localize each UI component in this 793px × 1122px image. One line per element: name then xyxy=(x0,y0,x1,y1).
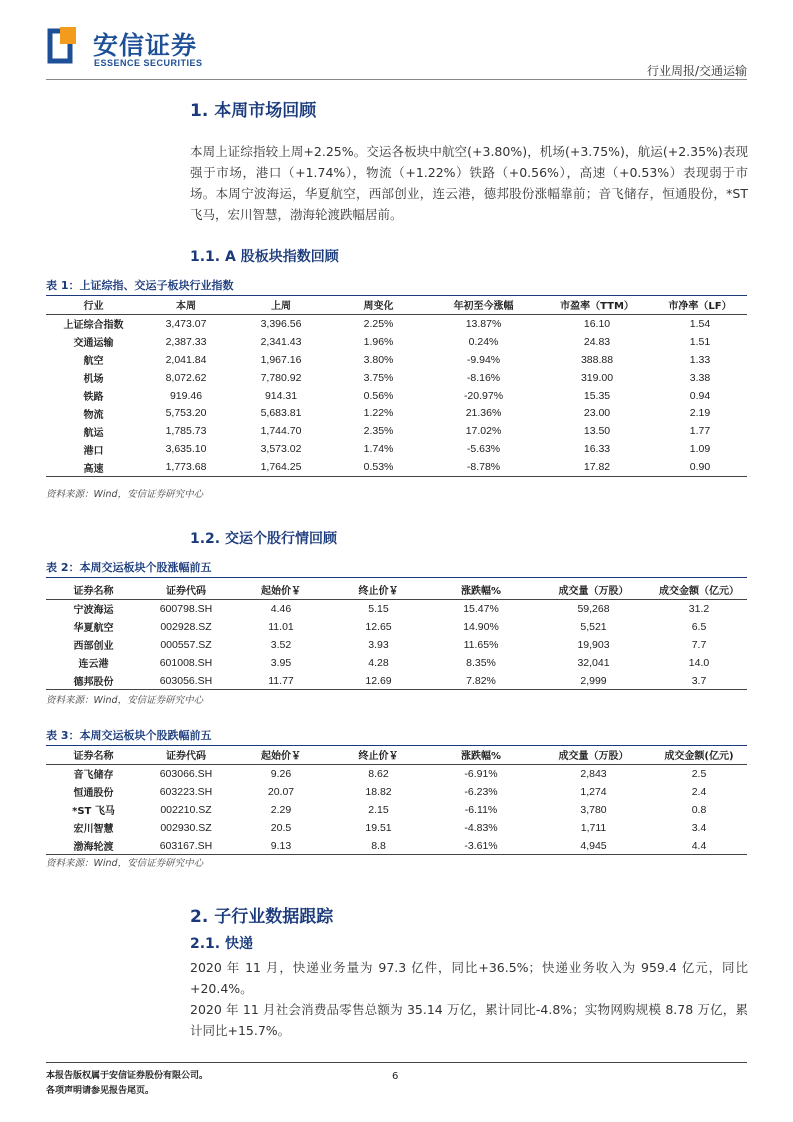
table-3-caption: 表 3：本周交运板块个股跌幅前五 xyxy=(46,727,747,746)
table-cell: 16.33 xyxy=(583,443,611,456)
table-cell: 23.00 xyxy=(583,407,611,420)
section-1-2-title: 1.2. 交运个股行情回顾 xyxy=(190,531,337,547)
row-label-cell: 航空 xyxy=(83,356,104,368)
row-label-cell: 恒通股份 xyxy=(73,788,114,800)
table-header-row xyxy=(46,580,747,600)
table-cell: 914.31 xyxy=(264,389,298,402)
column-header: 上周 xyxy=(231,295,331,315)
table-cell: 8.62 xyxy=(368,767,389,780)
row-label-cell: 华夏航空 xyxy=(73,623,114,635)
table-cell: 17.82 xyxy=(541,458,653,476)
table-cell: 3,635.10 xyxy=(165,443,207,456)
column-header: 起始价￥ xyxy=(231,745,331,765)
table-cell: 2,041.84 xyxy=(165,353,207,366)
row-label-cell: 渤海轮渡 xyxy=(46,837,141,855)
column-header: 成交量（万股） xyxy=(536,745,651,765)
table-cell: 0.90 xyxy=(653,458,747,476)
table-cell: 3.4 xyxy=(691,821,707,834)
table-cell: 1.51 xyxy=(689,335,711,348)
table-cell: 32,041 xyxy=(577,656,610,669)
table-cell: 4.28 xyxy=(368,656,389,669)
table-cell: 2.35% xyxy=(363,425,394,438)
table-cell: 000557.SZ xyxy=(160,638,212,651)
table-cell: 002928.SZ xyxy=(160,620,212,633)
brand-logo-icon xyxy=(46,25,78,67)
table-cell: -6.23% xyxy=(464,785,498,798)
table-3 xyxy=(46,745,747,855)
row-label-cell: 铁路 xyxy=(83,392,104,403)
row-label-cell: 航运 xyxy=(83,427,104,439)
table-cell: -9.94% xyxy=(466,353,501,366)
table-1-source: 资料来源：Wind，安信证券研究中心 xyxy=(46,489,204,500)
column-header: 涨跌幅% xyxy=(426,745,536,765)
brand-name-cn: 安信证券 xyxy=(93,31,198,60)
table-cell: 2.4 xyxy=(691,785,707,798)
table-cell: 11.65% xyxy=(463,638,499,651)
table-cell: 2.19 xyxy=(689,407,711,420)
table-cell: 1.22% xyxy=(363,407,394,420)
table-row xyxy=(46,458,747,476)
table-cell: 3.95 xyxy=(270,656,292,669)
table-cell: 3,473.07 xyxy=(165,317,207,330)
table-cell: 2.5 xyxy=(691,767,707,780)
table-cell: 3.93 xyxy=(368,638,389,651)
column-header: 年初至今涨幅 xyxy=(426,295,541,315)
section-2-1-paragraph-1: 2020 年 11 月，快递业务量为 97.3 亿件，同比+36.5%；快递业务收入为 959.4 亿元，同比+20.4%。 xyxy=(190,960,748,996)
column-header: 终止价￥ xyxy=(331,580,426,600)
table-row xyxy=(46,801,747,819)
table-cell: 2,999 xyxy=(536,672,651,690)
column-header: 市盈率（TTM） xyxy=(541,295,653,315)
row-label-cell: 宏川智慧 xyxy=(73,824,114,836)
table-cell: 11.01 xyxy=(268,620,294,633)
column-header: 证券代码 xyxy=(141,580,231,600)
table-row xyxy=(46,618,747,636)
table-cell: 1.33 xyxy=(689,353,711,366)
table-cell: 16.10 xyxy=(583,317,611,330)
table-row xyxy=(46,765,747,783)
table-cell: 601008.SH xyxy=(159,656,213,669)
table-cell: 19.51 xyxy=(365,821,392,834)
table-cell: 1,785.73 xyxy=(165,425,207,438)
table-row xyxy=(46,600,747,618)
table-cell: -6.11% xyxy=(464,803,498,816)
column-header: 本周 xyxy=(141,295,231,315)
table-header-row xyxy=(46,745,747,765)
table-row xyxy=(46,333,747,351)
table-cell: 7.82% xyxy=(426,672,536,690)
table-cell: 3.52 xyxy=(270,638,292,651)
footer-disclaimer: 各项声明请参见报告尾页。 xyxy=(46,1086,155,1096)
table-row xyxy=(46,440,747,458)
column-header: 市净率（LF） xyxy=(653,295,747,315)
table-cell: 2,843 xyxy=(580,767,607,780)
table-cell: 5.15 xyxy=(368,602,389,615)
section-1-1-title: 1.1. A 股板块指数回顾 xyxy=(190,249,339,265)
table-cell: 1,274 xyxy=(580,785,607,798)
table-cell: 002210.SZ xyxy=(160,803,212,816)
table-cell: 603167.SH xyxy=(141,837,231,855)
column-header: 证券名称 xyxy=(46,580,141,600)
table-cell: 3.7 xyxy=(651,672,747,690)
table-cell: 2.15 xyxy=(368,803,389,816)
row-label-cell: 交通运输 xyxy=(73,338,114,350)
table-row xyxy=(46,422,747,440)
table-cell: 0.56% xyxy=(363,389,394,402)
table-cell: 8,072.62 xyxy=(165,371,207,384)
page-header xyxy=(0,0,793,80)
row-label-cell: 德邦股份 xyxy=(46,672,141,690)
table-cell: 2.25% xyxy=(363,317,394,330)
column-header: 周变化 xyxy=(331,295,426,315)
table-cell: 603066.SH xyxy=(159,767,213,780)
row-label-cell: 高速 xyxy=(46,458,141,476)
table-cell: 31.2 xyxy=(688,602,710,615)
table-cell: 14.90% xyxy=(463,620,499,633)
table-1 xyxy=(46,295,747,477)
section-1-paragraph: 本周上证综指较上周+2.25%。交运各板块中航空(+3.80%)，机场(+3.75%)，航运(+2.35%)表现强于市场，港口（+1.74%），物流（+1.22%）铁路（+0.56%），高速（+0.53%）表现弱于市场。本周宁波海运，华夏航空，西部创业，连云港，德邦股份涨幅靠前；音飞储存，恒通股份，*ST 飞马，宏川智慧，渤海轮渡跌幅居前。 xyxy=(190,144,748,222)
table-cell: 1,711 xyxy=(580,821,607,834)
table-cell: 21.36% xyxy=(465,407,502,420)
column-header: 涨跌幅% xyxy=(426,580,536,600)
column-header: 成交金额（亿元） xyxy=(651,580,747,600)
table-row xyxy=(46,404,747,422)
row-label-cell: 港口 xyxy=(83,445,104,457)
table-cell: 13.87% xyxy=(465,317,502,330)
column-header: 终止价￥ xyxy=(331,745,426,765)
table-cell: 8.8 xyxy=(331,837,426,855)
table-2-caption: 表 2：本周交运板块个股涨幅前五 xyxy=(46,559,747,578)
table-cell: 603223.SH xyxy=(159,785,213,798)
brand-name-en: ESSENCE SECURITIES xyxy=(94,58,203,68)
section-2-1-paragraph-2: 2020 年 11 月社会消费品零售总额为 35.14 万亿，累计同比-4.8%；实物网购规模 8.78 万亿，累计同比+15.7%。 xyxy=(190,1002,748,1038)
column-header: 证券代码 xyxy=(141,745,231,765)
table-cell: 002930.SZ xyxy=(160,821,212,834)
table-cell: 1,764.25 xyxy=(231,458,331,476)
table-cell: 0.8 xyxy=(691,803,707,816)
table-cell: 14.0 xyxy=(688,656,710,669)
table-cell: 15.47% xyxy=(463,602,499,615)
table-3-source: 资料来源：Wind，安信证券研究中心 xyxy=(46,858,204,869)
table-cell: 19,903 xyxy=(577,638,610,651)
table-cell: 24.83 xyxy=(583,335,611,348)
row-label-cell: 音飞储存 xyxy=(73,770,114,782)
column-header: 成交金额(亿元) xyxy=(651,745,747,765)
table-cell: 1,773.68 xyxy=(141,458,231,476)
footer-copyright: 本报告版权属于安信证券股份有限公司。 xyxy=(46,1071,209,1081)
report-category: 行业周报/交通运输 xyxy=(646,64,747,78)
table-row xyxy=(46,837,747,855)
table-cell: 4.46 xyxy=(270,602,292,615)
table-cell: 2.29 xyxy=(270,803,292,816)
header-divider xyxy=(46,79,747,80)
table-2 xyxy=(46,580,747,690)
table-cell: 9.26 xyxy=(270,767,292,780)
page-number: 6 xyxy=(392,1071,399,1082)
table-cell: 17.02% xyxy=(465,425,502,438)
table-cell: 7,780.92 xyxy=(260,371,302,384)
table-cell: 5,753.20 xyxy=(165,407,207,420)
table-cell: 1.77 xyxy=(689,425,711,438)
table-2-source: 资料来源：Wind，安信证券研究中心 xyxy=(46,695,204,706)
table-cell: -4.83% xyxy=(464,821,498,834)
row-label-cell: 宁波海运 xyxy=(73,605,114,617)
table-row xyxy=(46,369,747,387)
table-cell: 59,268 xyxy=(577,602,610,615)
table-cell: 20.07 xyxy=(267,785,295,798)
table-row xyxy=(46,783,747,801)
column-header: 证券名称 xyxy=(46,745,141,765)
table-cell: 1,967.16 xyxy=(260,353,302,366)
row-label-cell: 机场 xyxy=(83,374,104,386)
table-cell: 600798.SH xyxy=(159,602,213,615)
table-cell: 319.00 xyxy=(580,371,614,384)
row-label-cell: 西部创业 xyxy=(73,641,114,653)
table-cell: 5,521 xyxy=(580,620,607,633)
table-cell: 4,945 xyxy=(536,837,651,855)
table-cell: 3.75% xyxy=(363,371,394,384)
table-row xyxy=(46,351,747,369)
table-row xyxy=(46,654,747,672)
table-row xyxy=(46,672,747,690)
table-cell: 0.24% xyxy=(468,335,499,348)
table-cell: 3,573.02 xyxy=(260,443,302,456)
table-cell: 5,683.81 xyxy=(260,407,302,420)
table-cell: 12.65 xyxy=(365,620,392,633)
table-cell: 8.35% xyxy=(466,656,496,669)
table-cell: 15.35 xyxy=(583,389,611,402)
table-cell: -8.16% xyxy=(466,371,501,384)
table-cell: 2,341.43 xyxy=(260,335,302,348)
table-header-row xyxy=(46,295,747,315)
table-cell: 3.80% xyxy=(363,353,394,366)
table-row xyxy=(46,315,747,333)
table-cell: 1.96% xyxy=(363,335,394,348)
row-label-cell: 物流 xyxy=(83,409,104,421)
table-cell: -8.78% xyxy=(426,458,541,476)
table-cell: -3.61% xyxy=(426,837,536,855)
section-2-title: 2. 子行业数据跟踪 xyxy=(190,907,334,927)
table-row xyxy=(46,387,747,405)
table-cell: 7.7 xyxy=(691,638,707,651)
table-cell: 1.74% xyxy=(363,443,394,456)
section-2-1-title: 2.1. 快递 xyxy=(190,936,253,952)
table-cell: 1.09 xyxy=(689,443,711,456)
table-cell: 0.53% xyxy=(331,458,426,476)
column-header: 行业 xyxy=(46,295,141,315)
table-cell: 20.5 xyxy=(270,821,292,834)
table-row xyxy=(46,636,747,654)
table-cell: 12.69 xyxy=(331,672,426,690)
table-cell: -20.97% xyxy=(463,389,504,402)
table-cell: 18.82 xyxy=(365,785,392,798)
table-cell: 919.46 xyxy=(169,389,203,402)
table-cell: 3.38 xyxy=(689,371,711,384)
table-cell: -5.63% xyxy=(466,443,501,456)
table-row xyxy=(46,819,747,837)
table-cell: 13.50 xyxy=(583,425,611,438)
row-label-cell: 连云港 xyxy=(78,659,109,671)
table-cell: 3,396.56 xyxy=(260,317,302,330)
table-cell: 388.88 xyxy=(580,353,614,366)
table-cell: 11.77 xyxy=(231,672,331,690)
table-cell: 9.13 xyxy=(231,837,331,855)
table-cell: 603056.SH xyxy=(141,672,231,690)
table-cell: 2,387.33 xyxy=(165,335,207,348)
table-1-caption: 表 1：上证综指、交运子板块行业指数 xyxy=(46,277,747,296)
table-cell: 6.5 xyxy=(691,620,707,633)
table-cell: 1.54 xyxy=(689,317,711,330)
section-1-title: 1. 本周市场回顾 xyxy=(190,101,317,121)
table-cell: -6.91% xyxy=(464,767,498,780)
row-label-cell: *ST 飞马 xyxy=(72,806,115,818)
table-cell: 3,780 xyxy=(580,803,607,816)
table-cell: 0.94 xyxy=(689,389,711,402)
row-label-cell: 上证综合指数 xyxy=(63,320,124,332)
table-cell: 1,744.70 xyxy=(260,425,302,438)
column-header: 起始价￥ xyxy=(231,580,331,600)
table-cell: 4.4 xyxy=(651,837,747,855)
column-header: 成交量（万股） xyxy=(536,580,651,600)
footer-divider xyxy=(46,1062,747,1063)
